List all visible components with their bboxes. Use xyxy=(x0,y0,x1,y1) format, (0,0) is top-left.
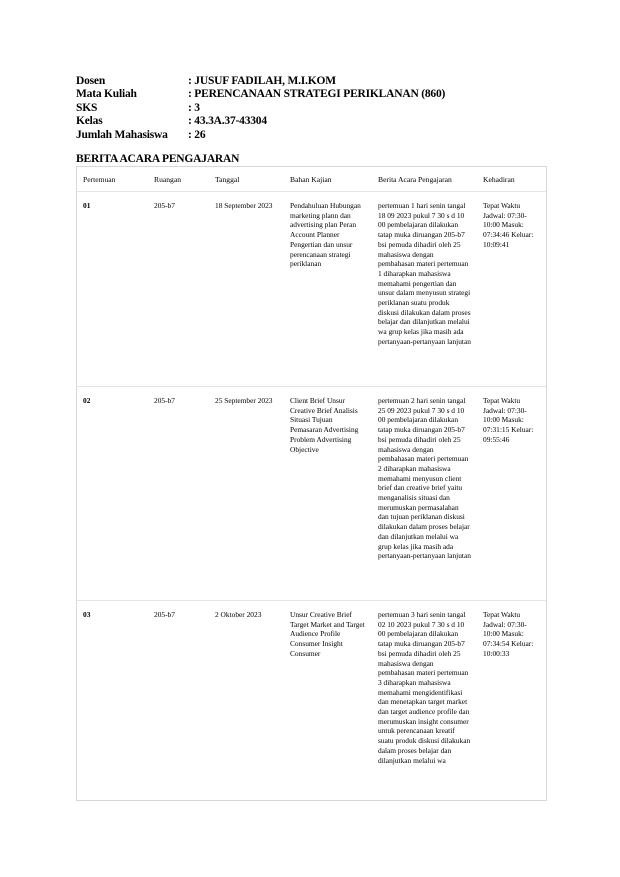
cell-pertemuan: 03 xyxy=(83,610,91,619)
cell-bahan-kajian: Client Brief Unsur Creative Brief Analisis Situasi Tujuan Pemasaran Advertising Problem Advertising Objective xyxy=(290,396,359,454)
cell-ruangan: 205-b7 xyxy=(154,396,175,405)
cell-bahan-kajian: Unsur Creative Brief Target Market and Target Audience Profile Consumer Insight Consumer xyxy=(290,610,365,658)
header-ruangan: Ruangan xyxy=(154,174,181,184)
cell-pertemuan: 01 xyxy=(83,201,91,210)
table-row xyxy=(77,192,546,387)
cell-ruangan: 205-b7 xyxy=(154,201,175,210)
info-value: : JUSUF FADILAH, M.I.KOM xyxy=(188,74,336,87)
header-kehadiran: Kehadiran xyxy=(483,174,515,184)
table-row xyxy=(77,601,546,800)
cell-berita-acara: pertemuan 3 hari senin tangal 02 10 2023 pukul 7 30 s d 10 00 pembelajaran dilakukan tatap muka diruangan 205-b7 bsi pemuda dihadiri oleh 25 mahasiswa dengan pembahasan materi pertemuan 3 diharapkan mahasiswa memahami mengidentifikasi dan menetapkan target market dan target audience profile dan merumuskan insight consumer untuk perencanaan kreatif suatu produk diskusi dilakukan dalam proses belajar dan dilanjutkan melalui wa xyxy=(378,610,471,765)
info-value: : 3 xyxy=(188,101,200,114)
info-row-mata-kuliah xyxy=(76,88,546,102)
info-value: : 43.3A.37-43304 xyxy=(188,115,267,128)
cell-tanggal: 2 Oktober 2023 xyxy=(215,610,262,619)
info-row-jumlah-mahasiswa xyxy=(76,128,546,142)
info-label: Kelas xyxy=(76,115,103,128)
cell-pertemuan: 02 xyxy=(83,396,91,405)
cell-tanggal: 18 September 2023 xyxy=(215,201,273,210)
info-label: Dosen xyxy=(76,74,106,87)
info-label: SKS xyxy=(76,101,98,114)
teaching-log-table xyxy=(76,166,547,801)
cell-kehadiran: Tepat Waktu Jadwal: 07:30-10:00 Masuk: 07:34:46 Keluar: 10:09:41 xyxy=(483,201,534,249)
info-label: Jumlah Mahasiswa xyxy=(76,128,168,141)
info-value: : 26 xyxy=(188,128,206,141)
cell-bahan-kajian: Pendahuluan Hubungan marketing plann dan advertising plan Peran Account Planner Pengertian dan unsur perencanaan strategi periklanan xyxy=(290,201,361,269)
info-row-sks xyxy=(76,101,546,115)
table-row xyxy=(77,387,546,601)
cell-berita-acara: pertemuan 2 hari senin tangal 25 09 2023 pukul 7 30 s d 10 00 pembelajaran dilakukan tatap muka diruangan 205-b7 bsi pemuda dihadiri oleh 25 mahasiswa dengan pembahasan materi pertemuan 2 diharapkan mahasiswa memahami menyusun client brief dan creative brief yaitu menganalisis situasi dan merumuskan permasalahan dan tujuan periklanan diskusi dilakukan dalam proses belajar dan dilanjutkan melalui wa grup kelas jika masih ada pertanyaan-pertanyaan lanjutan xyxy=(378,396,471,561)
table-header xyxy=(77,167,546,192)
info-value: : PERENCANAAN STRATEGI PERIKLANAN (860) xyxy=(188,88,446,101)
cell-ruangan: 205-b7 xyxy=(154,610,175,619)
cell-kehadiran: Tepat Waktu Jadwal: 07:30-10:00 Masuk: 07:34:54 Keluar: 10:00:33 xyxy=(483,610,534,658)
header-tanggal: Tanggal xyxy=(215,174,240,184)
info-label: Mata Kuliah xyxy=(76,88,137,101)
cell-tanggal: 25 September 2023 xyxy=(215,396,273,405)
cell-berita-acara: pertemuan 1 hari senin tangal 18 09 2023 pukul 7 30 s d 10 00 pembelajaran dilakukan tatap muka diruangan 205-b7 bsi pemuda dihadiri oleh 25 mahasiswa dengan pembahasan materi pertemuan 1 diharapkan mahasiswa memahami pengertian dan unsur dalam menyusun strategi periklanan suatu produk diskusi dilakukan dalam proses belajar dan dilanjutkan melalui wa grup kelas jika masih ada pertanyaan-pertanyaan lanjutan xyxy=(378,201,471,346)
header-bahan-kajian: Bahan Kajian xyxy=(290,174,332,184)
section-title: BERITA ACARA PENGAJARAN xyxy=(76,153,240,165)
header-berita-acara: Berita Acara Pengajaran xyxy=(378,174,452,184)
cell-kehadiran: Tepat Waktu Jadwal: 07:30-10:00 Masuk: 07:31:15 Keluar: 09:55:46 xyxy=(483,396,534,444)
header-pertemuan: Pertemuan xyxy=(83,174,116,184)
course-info xyxy=(76,74,546,142)
info-row-kelas xyxy=(76,115,546,129)
info-row-dosen xyxy=(76,74,546,88)
